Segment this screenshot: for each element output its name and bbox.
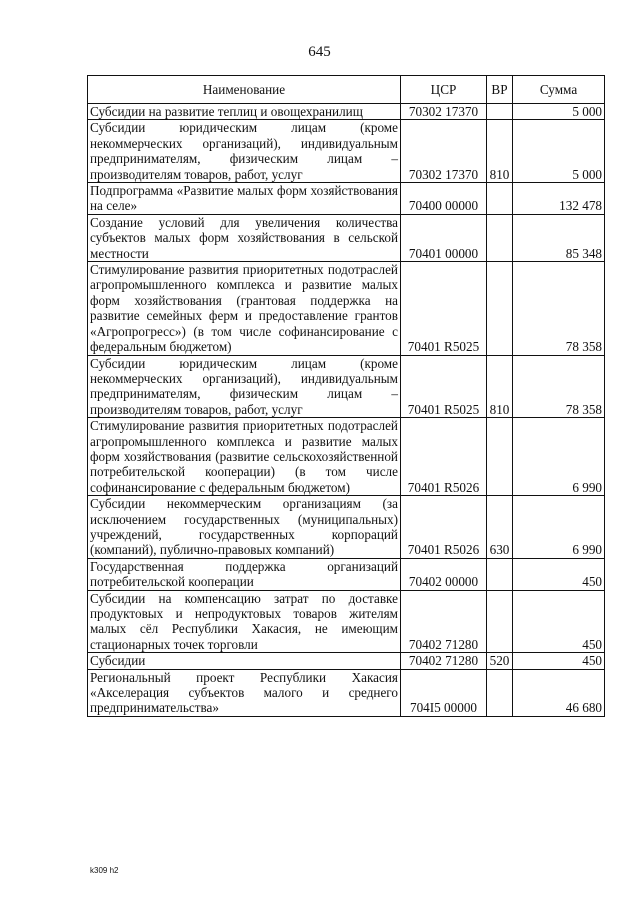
table-row <box>88 496 605 559</box>
header-csr: ЦСР <box>401 76 487 104</box>
table-row <box>88 418 605 496</box>
row-name: Субсидии юридическим лицам (кроме некоммерческих организаций), индивидуальным предпринимателям, физическим лицам – производителям товаров, работ, услуг <box>88 120 401 183</box>
row-vr: 810 <box>487 120 513 183</box>
row-sum: 132 478 <box>513 183 605 215</box>
row-vr <box>487 669 513 716</box>
row-name: Субсидии на компенсацию затрат по доставке продуктовых и непродуктовых товаров жителям малых сёл Республики Хакасия, не имеющим стационарных точек торговли <box>88 590 401 653</box>
table-row <box>88 120 605 183</box>
row-name: Субсидии <box>88 653 401 669</box>
row-csr: 70400 00000 <box>401 183 487 215</box>
row-csr: 704I5 00000 <box>401 669 487 716</box>
row-csr: 70302 17370 <box>401 120 487 183</box>
row-vr <box>487 590 513 653</box>
table-row <box>88 214 605 261</box>
row-name: Субсидии юридическим лицам (кроме некоммерческих организаций), индивидуальным предпринимателям, физическим лицам – производителям товаров, работ, услуг <box>88 355 401 418</box>
row-csr: 70402 71280 <box>401 590 487 653</box>
row-name: Создание условий для увеличения количества субъектов малых форм хозяйствования в сельской местности <box>88 214 401 261</box>
row-sum: 450 <box>513 558 605 590</box>
row-vr <box>487 104 513 120</box>
header-name: Наименование <box>88 76 401 104</box>
row-name: Субсидии некоммерческим организациям (за исключением государственных (муниципальных) учреждений, государственных корпораций (компаний), публично-правовых компаний) <box>88 496 401 559</box>
row-sum: 450 <box>513 590 605 653</box>
row-name: Региональный проект Республики Хакасия «Акселерация субъектов малого и среднего предпринимательства» <box>88 669 401 716</box>
row-vr: 810 <box>487 355 513 418</box>
row-csr: 70302 17370 <box>401 104 487 120</box>
table-row <box>88 590 605 653</box>
row-sum: 78 358 <box>513 262 605 355</box>
row-csr: 70401 R5025 <box>401 262 487 355</box>
row-csr: 70401 R5025 <box>401 355 487 418</box>
row-name: Субсидии на развитие теплиц и овощехранилищ <box>88 104 401 120</box>
footer-code: k309 h2 <box>90 866 119 875</box>
row-sum: 5 000 <box>513 120 605 183</box>
row-vr: 520 <box>487 653 513 669</box>
row-csr: 70401 R5026 <box>401 418 487 496</box>
header-sum: Сумма <box>513 76 605 104</box>
table-row <box>88 104 605 120</box>
row-vr <box>487 183 513 215</box>
table-row <box>88 183 605 215</box>
row-vr <box>487 418 513 496</box>
table-row <box>88 653 605 669</box>
row-sum: 85 348 <box>513 214 605 261</box>
budget-table <box>87 75 605 717</box>
row-sum: 78 358 <box>513 355 605 418</box>
row-sum: 6 990 <box>513 496 605 559</box>
row-sum: 6 990 <box>513 418 605 496</box>
row-name: Стимулирование развития приоритетных подотраслей агропромышленного комплекса и развитие малых форм хозяйствования (грантовая поддержка на развитие семейных ферм и предоставление грантов «Агропрогресс») (в том числе софинансирование с федеральным бюджетом) <box>88 262 401 355</box>
row-sum: 46 680 <box>513 669 605 716</box>
header-vr: ВР <box>487 76 513 104</box>
row-csr: 70401 00000 <box>401 214 487 261</box>
table-row <box>88 355 605 418</box>
page-number: 645 <box>308 44 331 60</box>
row-csr: 70402 00000 <box>401 558 487 590</box>
row-vr <box>487 214 513 261</box>
table-header-row <box>88 76 605 104</box>
row-name: Стимулирование развития приоритетных подотраслей агропромышленного комплекса и развитие малых форм хозяйствования (развитие сельскохозяйственной потребительской кооперации) (в том числе софинансирование с федеральным бюджетом) <box>88 418 401 496</box>
row-vr: 630 <box>487 496 513 559</box>
row-sum: 450 <box>513 653 605 669</box>
table-row <box>88 558 605 590</box>
table-row <box>88 669 605 716</box>
row-name: Подпрограмма «Развитие малых форм хозяйствования на селе» <box>88 183 401 215</box>
row-name: Государственная поддержка организаций потребительской кооперации <box>88 558 401 590</box>
row-csr: 70402 71280 <box>401 653 487 669</box>
row-vr <box>487 558 513 590</box>
row-vr <box>487 262 513 355</box>
table-row <box>88 262 605 355</box>
row-sum: 5 000 <box>513 104 605 120</box>
row-csr: 70401 R5026 <box>401 496 487 559</box>
